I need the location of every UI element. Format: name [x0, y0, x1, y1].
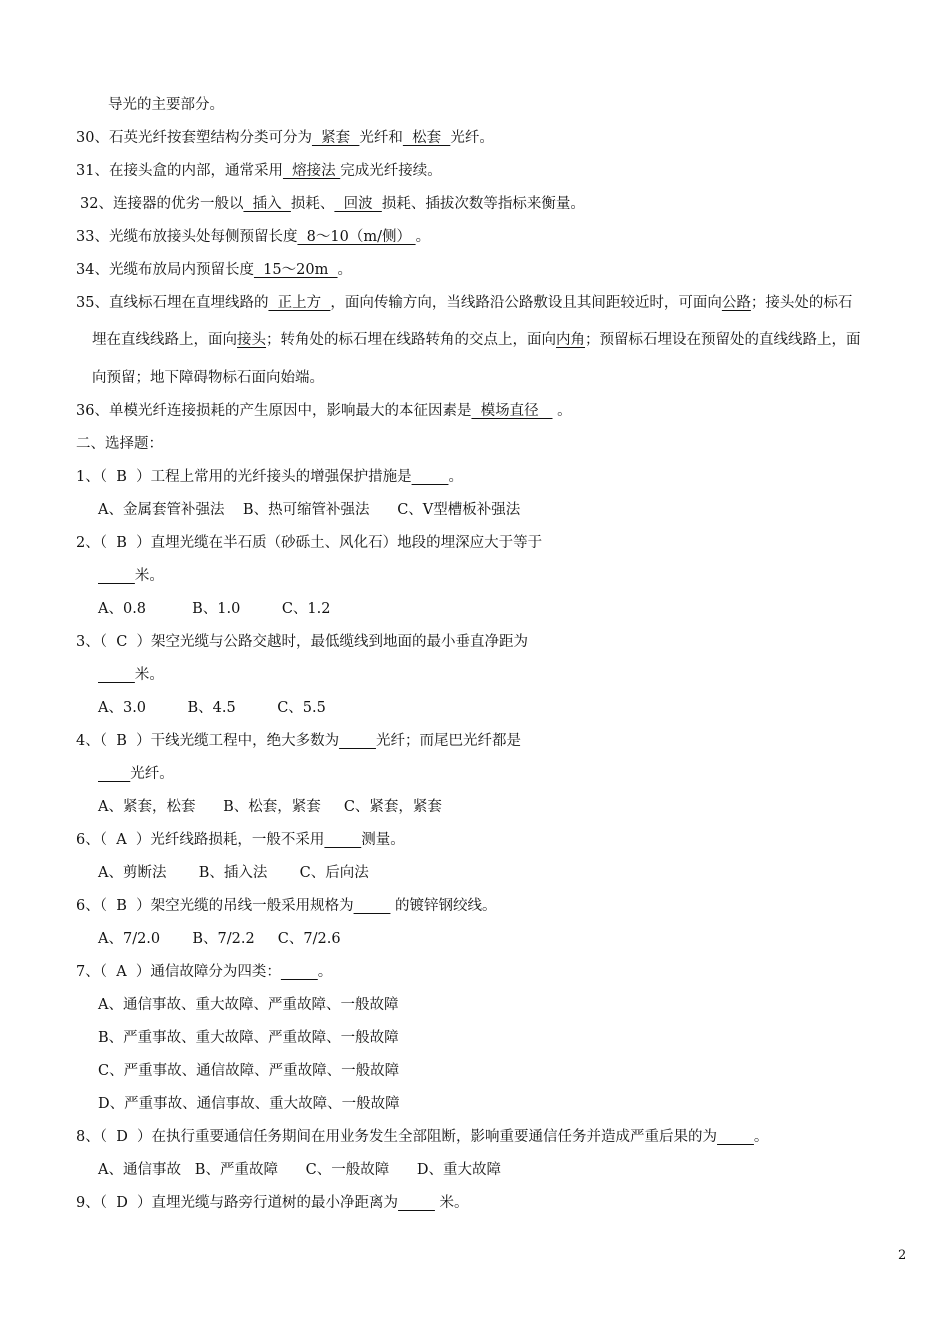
text-segment: 30、石英光纤按套塑结构分类可分为 [76, 130, 312, 146]
text-segment: A、紧套，松套 B、松套，紧套 C、紧套，紧套 [98, 799, 442, 815]
text-line [76, 293, 852, 313]
text-segment: 8、（ D ）在执行重要通信任务期间在用业务发生全部阻断，影响重要通信任务并造成严重后果的为 [76, 1129, 718, 1145]
text-segment: 米。 [134, 667, 164, 683]
text-segment: 光纤。 [450, 130, 494, 146]
answer-blank: 模场直径 [471, 403, 553, 419]
text-line [76, 896, 497, 916]
text-line [98, 500, 520, 520]
text-segment: 测量。 [361, 832, 405, 848]
text-line [108, 95, 224, 115]
answer-blank [281, 964, 318, 980]
text-segment: 米。 [434, 1195, 469, 1211]
answer-blank: 内角 [556, 332, 585, 348]
text-line [98, 665, 164, 685]
text-line [98, 764, 174, 784]
text-segment: 。 [415, 229, 431, 245]
text-segment: 完成光纤接续。 [340, 163, 442, 179]
text-line [76, 260, 352, 280]
text-line [98, 1160, 501, 1180]
text-segment: 的镀锌钢绞线。 [390, 898, 497, 914]
text-segment: ，面向传输方向，当线路沿公路敷设且其间距较近时，可面向 [330, 295, 722, 311]
text-line [92, 368, 324, 388]
text-segment: 光纤。 [130, 766, 174, 782]
answer-blank [412, 469, 449, 485]
text-segment: 。 [552, 403, 572, 419]
text-segment: 2、（ B ）直埋光缆在半石质（砂砾土、风化石）地段的埋深应大于等于 [76, 535, 543, 551]
text-segment: 二、选择题： [76, 436, 163, 452]
text-line [76, 1193, 469, 1213]
text-segment: 6、（ B ）架空光缆的吊线一般采用规格为 [76, 898, 354, 914]
text-segment: 。 [448, 469, 463, 485]
text-segment: 损耗、插拔次数等指标来衡量。 [381, 196, 585, 212]
text-segment: 7、（ A ）通信故障分为四类： [76, 964, 281, 980]
answer-blank: 回波 [334, 196, 382, 212]
text-segment: B、严重事故、重大故障、严重故障、一般故障 [98, 1030, 399, 1046]
text-segment: 埋在直线线路上，面向 [92, 332, 237, 348]
text-line [76, 227, 430, 247]
text-segment: 31、在接头盒的内部，通常采用 [76, 163, 283, 179]
text-segment: ；接头处的标石 [750, 295, 853, 311]
text-segment: D、严重事故、通信事故、重大故障、一般故障 [98, 1096, 400, 1112]
answer-blank: 熔接法 [282, 163, 341, 179]
text-segment: A、剪断法 B、插入法 C、后向法 [98, 865, 369, 881]
text-segment: 3、（ C ）架空光缆与公路交越时，最低缆线到地面的最小垂直净距为 [76, 634, 529, 650]
text-line [98, 929, 341, 949]
text-segment: ；转角处的标石埋在线路转角的交点上，面向 [266, 332, 556, 348]
text-segment: A、0.8 B、1.0 C、1.2 [98, 601, 331, 617]
text-line [98, 1094, 400, 1114]
text-segment: A、通信事故 B、严重故障 C、一般故障 D、重大故障 [98, 1162, 501, 1178]
text-segment: 6、（ A ）光纤线路损耗，一般不采用 [76, 832, 325, 848]
text-line [76, 434, 163, 454]
answer-blank [324, 832, 361, 848]
text-line [76, 1127, 768, 1147]
text-segment: 。 [337, 262, 353, 278]
text-segment: A、通信事故、重大故障、严重故障、一般故障 [98, 997, 399, 1013]
answer-blank [98, 766, 130, 782]
answer-blank: 接头 [237, 332, 266, 348]
text-segment: 向预留；地下障碍物标石面向始端。 [92, 370, 324, 386]
answer-blank [98, 568, 135, 584]
text-segment: 36、单模光纤连接损耗的产生原因中，影响最大的本征因素是 [76, 403, 472, 419]
text-segment: 光纤；而尾巴光纤都是 [375, 733, 521, 749]
answer-blank [354, 898, 391, 914]
text-segment: 9、（ D ）直埋光缆与路旁行道树的最小净距离为 [76, 1195, 399, 1211]
text-line [76, 401, 572, 421]
text-segment: ；预留标石埋设在预留处的直线线路上，面 [585, 332, 861, 348]
text-segment: 32、连接器的优劣一般以 [80, 196, 244, 212]
text-segment: A、金属套管补强法 B、热可缩管补强法 C、V型槽板补强法 [98, 502, 521, 518]
text-segment: 。 [317, 964, 333, 980]
answer-blank: 插入 [243, 196, 291, 212]
text-line [76, 830, 405, 850]
text-segment: A、7/2.0 B、7/2.2 C、7/2.6 [98, 931, 341, 947]
text-segment: C、严重事故、通信故障、严重故障、一般故障 [98, 1063, 400, 1079]
answer-blank: 15～20m [253, 262, 338, 278]
text-segment: 35、直线标石埋在直埋线路的 [76, 295, 269, 311]
text-line [76, 161, 442, 181]
answer-blank: 公路 [721, 295, 751, 311]
text-segment: 导光的主要部分。 [108, 97, 224, 113]
answer-blank: 松套 [402, 130, 451, 146]
answer-blank [339, 733, 376, 749]
text-line [98, 1028, 399, 1048]
text-line [98, 797, 442, 817]
text-line [76, 533, 542, 553]
answer-blank: 8～10（m/侧） [297, 229, 416, 245]
text-segment: 米。 [134, 568, 164, 584]
text-line [76, 467, 463, 487]
text-segment: 34、光缆布放局内预留长度 [76, 262, 254, 278]
text-line [98, 863, 369, 883]
text-line [80, 194, 585, 214]
answer-blank [98, 667, 135, 683]
answer-blank: 正上方 [268, 295, 331, 311]
text-line [98, 566, 164, 586]
text-segment: 33、光缆布放接头处每侧预留长度 [76, 229, 298, 245]
text-segment: 1、（ B ）工程上常用的光纤接头的增强保护措施是 [76, 469, 412, 485]
text-line [76, 731, 521, 751]
text-segment: 4、（ B ）干线光缆工程中，绝大多数为 [76, 733, 340, 749]
text-segment: 损耗、 [290, 196, 335, 212]
text-line [98, 698, 326, 718]
text-segment: 光纤和 [359, 130, 403, 146]
text-line [76, 632, 528, 652]
text-segment: A、3.0 B、4.5 C、5.5 [98, 700, 326, 716]
text-line [76, 128, 494, 148]
answer-blank: 紧套 [311, 130, 360, 146]
answer-blank [717, 1129, 754, 1145]
answer-blank [398, 1195, 435, 1211]
text-line [98, 995, 398, 1015]
text-line [98, 599, 330, 619]
text-line [76, 962, 332, 982]
page-number: 2 [898, 1248, 907, 1263]
text-line [98, 1061, 399, 1081]
text-segment: 。 [753, 1129, 769, 1145]
text-line [92, 330, 861, 350]
